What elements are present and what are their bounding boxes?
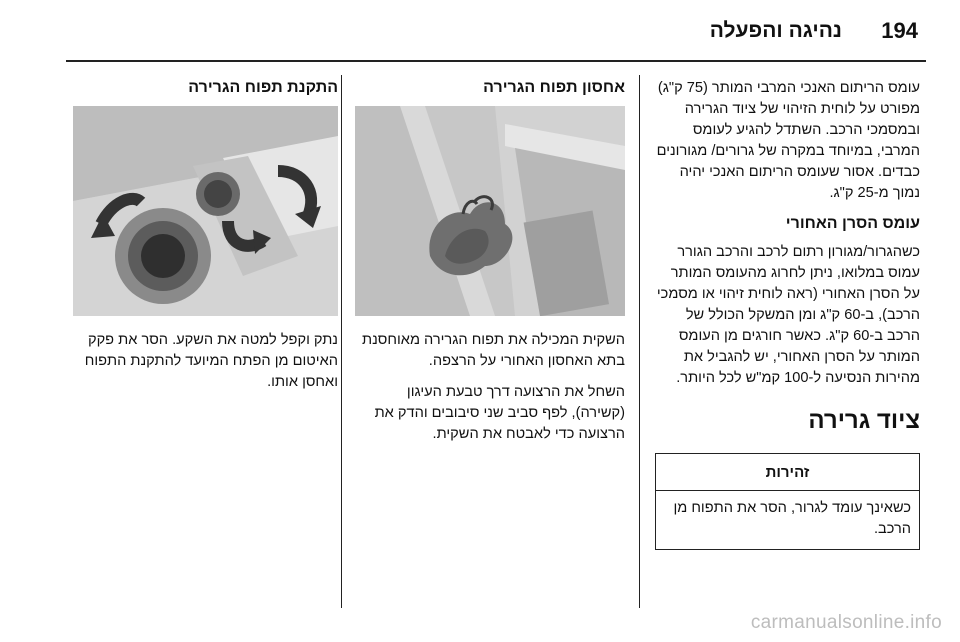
column-divider-right xyxy=(639,75,640,608)
storage-heading: אחסון תפוח הגרירה xyxy=(483,79,625,96)
middle-column xyxy=(355,78,625,455)
page-header xyxy=(0,0,960,62)
storage-paragraph-2: השחל את הרצועה דרך טבעת העיגון (קשירה), לפף סביב שני סיבובים והדק את הרצועה כדי לאבטח את השקית. xyxy=(374,384,625,442)
caution-title: זהירות xyxy=(656,454,919,491)
left-column xyxy=(58,78,338,403)
header-divider xyxy=(66,60,926,62)
chapter-title: נהיגה והפעלה xyxy=(709,19,842,42)
installation-heading: התקנת תפוח הגרירה xyxy=(188,79,338,96)
storage-paragraph-1: השקית המכילה את תפוח הגרירה מאוחסנת בתא האחסון האחורי על הרצפה. xyxy=(362,332,625,369)
rear-axle-paragraph: כשהגרור/מגורון רתום לרכב והרכב הגורר עמוס במלואו, ניתן לחרוג מהעומס המותר על הסרן האחורי (ראה לוחית זיהוי או מסמכי הרכב), ב-60 ק"ג ומן המשקל הכולל של הרכב ב-60 ק"ג. כאשר חורגים מן העומס המותר על הסרן האחורי, יש להגביל את מהירות הנסיעה ל-100 קמ"ש לכל היותר. xyxy=(656,244,920,386)
tongue-load-paragraph: עומס הריתום האנכי המרבי המותר (75 ק"ג) מפורט על לוחית הזיהוי של ציוד הגרירה ובמסמכי הרכב. השתדל להגיע לעומס המרבי, במיוחד במקרה של גרורים/ מגורונים כבדים. אסור שעומס הריתום האנכי יהיה נמוך מ-25 ק"ג. xyxy=(656,80,920,201)
installation-paragraph-1: נתק וקפל למטה את השקע. הסר את פקק האיטום מן הפתח המיועד להתקנת התפוח ואחסן אותו. xyxy=(84,332,338,390)
rear-axle-heading: עומס הסרן האחורי xyxy=(785,215,920,232)
caution-box xyxy=(655,453,920,550)
column-divider-left xyxy=(341,75,342,608)
page-number: 194 xyxy=(881,18,918,43)
watermark: carmanualsonline.info xyxy=(750,612,942,633)
right-column xyxy=(655,78,920,550)
storage-photo xyxy=(355,106,625,316)
caution-text: כשאינך עומד לגרור, הסר את התפוח מן הרכב. xyxy=(673,500,911,537)
installation-photo xyxy=(73,106,338,316)
towing-equipment-heading: ציוד גרירה xyxy=(808,407,920,434)
